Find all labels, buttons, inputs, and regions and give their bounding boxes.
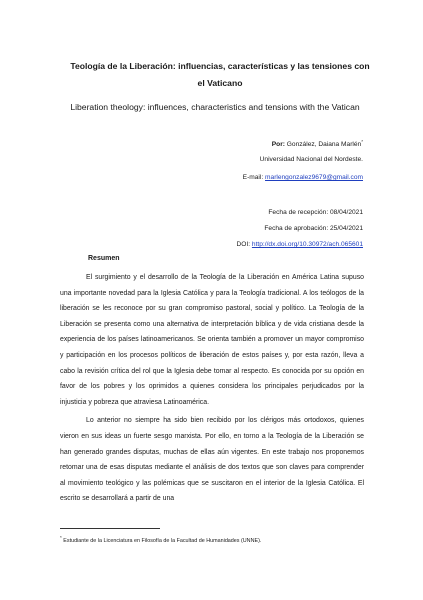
received-date: Fecha de recepción: 08/04/2021 xyxy=(268,209,363,216)
email-label: E-mail: xyxy=(242,174,264,181)
footnote xyxy=(60,534,370,545)
footnote-mark: * xyxy=(60,535,62,540)
footnote-divider xyxy=(60,528,160,529)
author-footnote-mark: * xyxy=(361,139,363,144)
doi-line xyxy=(237,239,364,250)
abstract-paragraph-2: Lo anterior no siempre ha sido bien recibido por los clérigos más ortodoxos, quienes vieron en sus ideas un fuerte sesgo marxista. Por ello, en torno a la Teología de la Liberación se han generado grandes disputas, muchas de ellas aún vigentes. En este trabajo nos proponemos retomar una de esas disputas mediante el análisis de dos textos que son claves para comprender al movimiento teológico y las polémicas que se suscitaron en el interior de la Iglesia Católica. El escrito se desarrollará a partir de una xyxy=(60,417,364,503)
email-link[interactable]: marlengonzalez9679@gmail.com xyxy=(265,174,363,181)
abstract-heading: Resumen xyxy=(88,255,120,262)
abstract-body xyxy=(60,270,364,507)
email-line xyxy=(243,172,363,183)
title-spanish-text: Teología de la Liberación: influencias, características y las tensiones con el Vaticano xyxy=(70,61,370,88)
author-label: Por: xyxy=(271,141,285,149)
doi-link[interactable]: http://dx.doi.org/10.30972/ach.065601 xyxy=(251,241,363,248)
doi-label: DOI: xyxy=(236,241,251,248)
author-line xyxy=(272,136,363,150)
title-english: Liberation theology: influences, characteristics and tensions with the Vatican xyxy=(70,102,360,112)
author-name: González, Daiana Marlén xyxy=(286,141,362,149)
footnote-text: Estudiante de la Licenciatura en Filosofía de la Facultad de Humanidades (UNNE). xyxy=(63,537,262,544)
approved-date: Fecha de aprobación: 25/04/2021 xyxy=(264,225,363,232)
title-spanish xyxy=(70,58,370,92)
abstract-paragraph-1: El surgimiento y el desarrollo de la Teología de la Liberación en América Latina supuso una importante novedad para la Iglesia Católica y para la Teología tradicional. A los teólogos de la liberación se les reconoce por su gran compromiso pastoral, social y político. La Teología de la Liberación se presenta como una alternativa de interpretación bíblica y de vida cristiana desde la experiencia de los países latinoamericanos. Se orienta también a promover un mayor compromiso y participación en los procesos políticos de liberación de estos países y, por esta razón, lleva a cabo la revisión crítica del rol que la Iglesia debe tomar al respecto. Es conocida por su opción en favor de los pobres y los oprimidos a quienes considera los principales perjudicados por la injusticia y pobreza que atraviesa Latinoamérica. xyxy=(60,274,364,406)
affiliation: Universidad Nacional del Nordeste. xyxy=(259,156,363,163)
